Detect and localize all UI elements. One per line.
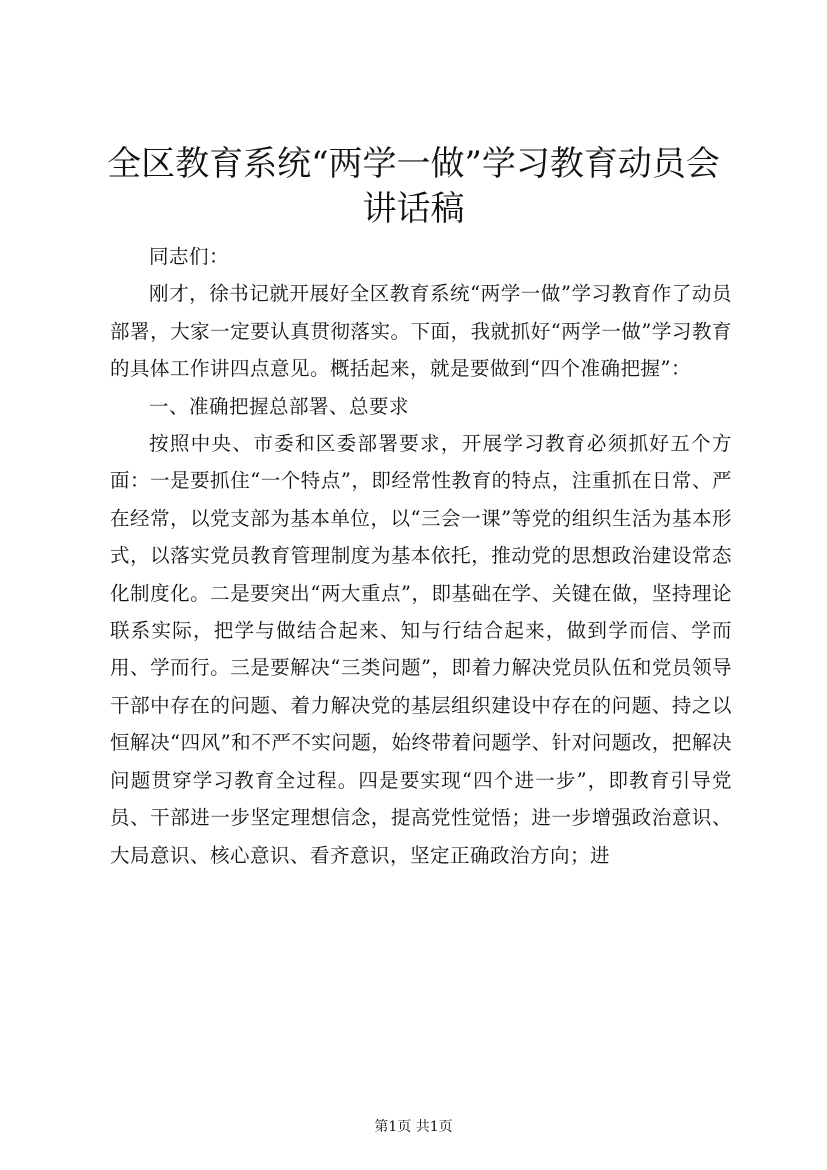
intro-paragraph: 刚才，徐书记就开展好全区教育系统“两学一做”学习教育作了动员部署，大家一定要认真贯彻落实。下面，我就抓好“两学一做”学习教育的具体工作讲四点意见。概括起来，就是要做到“四个准确把握”：: [110, 282, 732, 381]
section-heading: 一、准确把握总部署、总要求: [149, 394, 410, 418]
body-paragraph: 按照中央、市委和区委部署要求，开展学习教育必须抓好五个方面：一是要抓住“一个特点”，即经常性教育的特点，注重抓在日常、严在经常，以党支部为基本单位，以“三会一课”等党的组织生活为基本形式，以落实党员教育管理制度为基本依托，推动党的思想政治建设常态化制度化。二是要突出“两大重点”，即基础在学、关键在做，坚持理论联系实际，把学与做结合起来、知与行结合起来，做到学而信、学而用、学而行。三是要解决“三类问题”，即着力解决党员队伍和党员领导干部中存在的问题、着力解决党的基层组织建设中存在的问题、持之以恒解决“四风”和不严不实问题，始终带着问题学、针对问题改，把解决问题贯穿学习教育全过程。四是要实现“四个进一步”，即教育引导党员、干部进一步坚定理想信念，提高党性觉悟；进一步增强政治意识、大局意识、核心意识、看齐意识，坚定正确政治方向；进: [110, 432, 732, 867]
document-title: 全区教育系统“两学一做”学习教育动员会讲话稿: [107, 144, 720, 229]
page-footer: 第1页 共1页: [374, 1119, 453, 1135]
salutation-paragraph: 同志们：: [149, 245, 230, 268]
document-body: [110, 238, 732, 874]
